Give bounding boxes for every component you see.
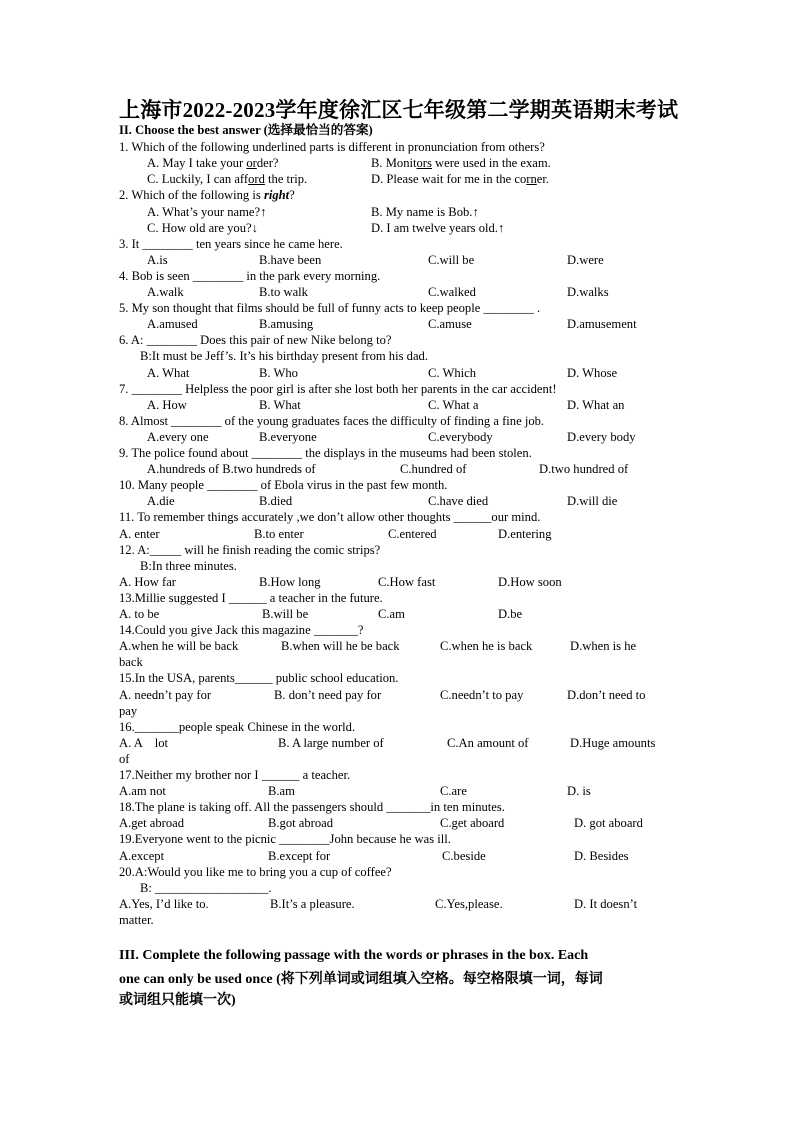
q1-option-b: B. Monitors were used in the exam.: [371, 156, 551, 170]
q16-option-d: D.Huge amounts: [570, 736, 656, 750]
q18-stem: 18.The plane is taking off. All the passengers should _______in ten minutes.: [119, 800, 505, 814]
section-2-heading: II. Choose the best answer (选择最恰当的答案): [119, 123, 373, 137]
q11-option-c: C.entered: [388, 527, 437, 541]
q10-stem: 10. Many people ________ of Ebola virus in the past few month.: [119, 478, 448, 492]
q5-option-a: A.amused: [147, 317, 198, 331]
q8-option-b: B.everyone: [259, 430, 317, 444]
q4-option-b: B.to walk: [259, 285, 308, 299]
q19-option-b: B.except for: [268, 849, 331, 863]
q14-stem: 14.Could you give Jack this magazine _______?: [119, 623, 364, 637]
q13-stem: 13.Millie suggested I ______ a teacher in the future.: [119, 591, 383, 605]
q12-dialogue-b: B:In three minutes.: [140, 559, 237, 573]
q8-option-c: C.everybody: [428, 430, 493, 444]
q20-option-b: B.It’s a pleasure.: [270, 897, 355, 911]
q20-dialogue-b: B: __________________.: [140, 881, 272, 895]
q4-stem: 4. Bob is seen ________ in the park every morning.: [119, 269, 381, 283]
q16-option-b: B. A large number of: [278, 736, 384, 750]
q4-option-d: D.walks: [567, 285, 609, 299]
section-3-heading-line2: one can only be used once (将下列单词或词组填入空格。每空格限填一词，每词: [119, 972, 603, 987]
section-3-heading-line3: 或词组只能填一次): [119, 993, 236, 1008]
q18-option-a: A.get abroad: [119, 816, 185, 830]
q4-option-a: A.walk: [147, 285, 184, 299]
q19-option-d: D. Besides: [574, 849, 629, 863]
q15-option-d-wrap: pay: [119, 704, 138, 718]
q10-option-c: C.have died: [428, 494, 489, 508]
q16-stem: 16._______people speak Chinese in the world.: [119, 720, 356, 734]
exam-title: 上海市2022-2023学年度徐汇区七年级第二学期英语期末考试: [119, 98, 679, 122]
q16-option-d-wrap: of: [119, 752, 130, 766]
q15-option-c: C.needn’t to pay: [440, 688, 524, 702]
q6-option-a: A. What: [147, 366, 190, 380]
q7-option-c: C. What a: [428, 398, 479, 412]
q14-option-a: A.when he will be back: [119, 639, 239, 653]
q11-stem: 11. To remember things accurately ,we don’t allow other thoughts ______our mind.: [119, 510, 541, 524]
q1-option-d: D. Please wait for me in the corner.: [371, 172, 550, 186]
q3-option-d: D.were: [567, 253, 604, 267]
q13-option-b: B.will be: [262, 607, 309, 621]
q3-option-a: A.is: [147, 253, 168, 267]
q13-option-d: D.be: [498, 607, 523, 621]
q20-option-c: C.Yes,please.: [435, 897, 503, 911]
q12-option-a: A. How far: [119, 575, 177, 589]
q10-option-b: B.died: [259, 494, 293, 508]
q6-option-b: B. Who: [259, 366, 298, 380]
q11-option-a: A. enter: [119, 527, 160, 541]
q15-stem: 15.In the USA, parents______ public school education.: [119, 671, 399, 685]
q15-option-d: D.don’t need to: [567, 688, 646, 702]
q7-option-a: A. How: [147, 398, 187, 412]
q20-option-d: D. It doesn’t: [574, 897, 638, 911]
q18-option-b: B.got abroad: [268, 816, 334, 830]
q2-option-d: D. I am twelve years old.↑: [371, 221, 505, 235]
q10-option-a: A.die: [147, 494, 175, 508]
q18-option-d: D. got aboard: [574, 816, 643, 830]
q10-option-d: D.will die: [567, 494, 618, 508]
q8-option-a: A.every one: [147, 430, 209, 444]
q8-option-d: D.every body: [567, 430, 636, 444]
q9-option-d: D.two hundred of: [539, 462, 629, 476]
q6-option-d: D. Whose: [567, 366, 618, 380]
q12-option-d: D.How soon: [498, 575, 562, 589]
q19-option-c: C.beside: [442, 849, 486, 863]
q9-stem: 9. The police found about ________ the displays in the museums had been stolen.: [119, 446, 532, 460]
q1-option-c: C. Luckily, I can afford the trip.: [147, 172, 308, 186]
q20-option-d-wrap: matter.: [119, 913, 154, 927]
q16-option-a: A. A lot: [119, 736, 168, 750]
q2-stem: 2. Which of the following is right?: [119, 188, 295, 202]
q3-stem: 3. It ________ ten years since he came here.: [119, 237, 343, 251]
q17-option-b: B.am: [268, 784, 295, 798]
q17-option-c: C.are: [440, 784, 467, 798]
q12-option-c: C.How fast: [378, 575, 436, 589]
q2-option-c: C. How old are you?↓: [147, 221, 258, 235]
q3-option-b: B.have been: [259, 253, 322, 267]
q9-options-ab: A.hundreds of B.two hundreds of: [147, 462, 316, 476]
q17-option-a: A.am not: [119, 784, 166, 798]
q14-option-c: C.when he is back: [440, 639, 533, 653]
q1-option-a: A. May I take your order?: [147, 156, 279, 170]
q1-stem: 1. Which of the following underlined parts is different in pronunciation from others?: [119, 140, 545, 154]
q7-option-b: B. What: [259, 398, 301, 412]
q11-option-b: B.to enter: [254, 527, 304, 541]
q20-stem: 20.A:Would you like me to bring you a cup of coffee?: [119, 865, 392, 879]
q7-stem: 7. ________ Helpless the poor girl is after she lost both her parents in the car accident!: [119, 382, 557, 396]
q16-option-c: C.An amount of: [447, 736, 529, 750]
q6-stem: 6. A: ________ Does this pair of new Nike belong to?: [119, 333, 392, 347]
q5-option-b: B.amusing: [259, 317, 314, 331]
q2-option-b: B. My name is Bob.↑: [371, 205, 479, 219]
q20-option-a: A.Yes, I’d like to.: [119, 897, 209, 911]
q2-option-a: A. What’s your name?↑: [147, 205, 267, 219]
q19-option-a: A.except: [119, 849, 165, 863]
q13-option-a: A. to be: [119, 607, 160, 621]
q3-option-c: C.will be: [428, 253, 475, 267]
q15-option-a: A. needn’t pay for: [119, 688, 212, 702]
q5-option-d: D.amusement: [567, 317, 637, 331]
q14-option-b: B.when will he be back: [281, 639, 400, 653]
q12-option-b: B.How long: [259, 575, 321, 589]
q13-option-c: C.am: [378, 607, 405, 621]
q5-option-c: C.amuse: [428, 317, 472, 331]
q9-option-c: C.hundred of: [400, 462, 467, 476]
q14-option-d: D.when is he: [570, 639, 637, 653]
q8-stem: 8. Almost ________ of the young graduates faces the difficulty of finding a fine job.: [119, 414, 545, 428]
q7-option-d: D. What an: [567, 398, 625, 412]
q11-option-d: D.entering: [498, 527, 552, 541]
q6-option-c: C. Which: [428, 366, 477, 380]
q6-dialogue-b: B:It must be Jeff’s. It’s his birthday present from his dad.: [140, 349, 428, 363]
q4-option-c: C.walked: [428, 285, 476, 299]
q17-stem: 17.Neither my brother nor I ______ a teacher.: [119, 768, 351, 782]
q5-stem: 5. My son thought that films should be full of funny acts to keep people ________ .: [119, 301, 541, 315]
q14-option-d-wrap: back: [119, 655, 143, 669]
q17-option-d: D. is: [567, 784, 591, 798]
q19-stem: 19.Everyone went to the picnic ________John because he was ill.: [119, 832, 451, 846]
section-3-heading-line1: III. Complete the following passage with the words or phrases in the box. Each: [119, 948, 589, 963]
q12-stem: 12. A:_____ will he finish reading the comic strips?: [119, 543, 381, 557]
q15-option-b: B. don’t need pay for: [274, 688, 382, 702]
q18-option-c: C.get aboard: [440, 816, 505, 830]
